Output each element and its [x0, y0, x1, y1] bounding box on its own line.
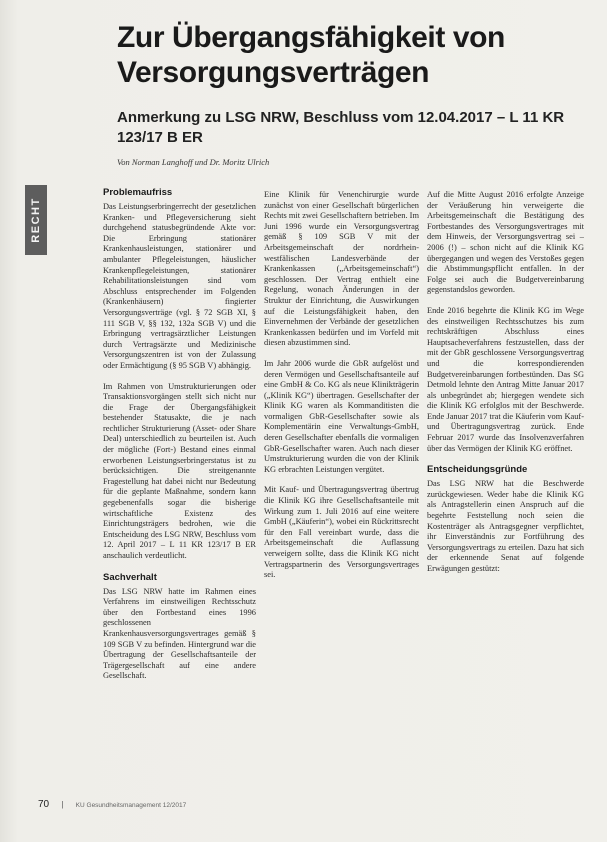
footer-separator: | [61, 800, 64, 809]
paragraph: Ende 2016 begehrte die Klinik KG im Wege des einstweiligen Rechtsschutzes bis zum rechtskräftigen Abschluss eines Hauptsacheverfahrens festzustellen, dass der mit der GbR geschlossene Versorgungsvertrag und die korrespondierenden Budgetvereinbarungen fortbestünden. Das SG Detmold lehnte den Antrag Mitte Januar 2017 als unbegründet ab; hiergegen wendete sich die Klinik KG erfolglos mit der Beschwerde. Ende Januar 2017 trat die Käuferin vom Kauf- und Übertragungsvertrag zurück. Ende Februar 2017 wurde das Insolvenzverfahren über das Vermögen der Klinik KG eröffnet. [427, 305, 584, 453]
article-title: Zur Übergangsfähigkeit von Versorgungsverträgen [117, 21, 505, 89]
text-column-3 [427, 190, 584, 585]
page-footer [38, 799, 588, 810]
text-column-2 [264, 190, 419, 591]
article-subtitle: Anmerkung zu LSG NRW, Beschluss vom 12.04.2017 – L 11 KR 123/17 B ER [117, 109, 565, 146]
journal-name: KU Gesundheitsmanagement 12/2017 [75, 802, 187, 809]
heading-problemaufriss: Problemaufriss [103, 187, 173, 198]
paragraph: Mit Kauf- und Übertragungsvertrag übertrug die Klinik KG ihre Gesellschaftsanteile mit Wirkung zum 1. Juli 2016 auf eine weitere GmbH („Käuferin“), wobei ein Rückrittsrecht für den Fall vereinbart wurde, dass die Arbeitsgemeinschaft die Auflassung verweigern sollte, dass die Klinik KG nicht Vertragspartnerin des Versorgungsvertrages sei. [264, 485, 419, 580]
page-number: 70 [38, 799, 50, 810]
article-authors: Von Norman Langhoff und Dr. Moritz Ulrich [117, 157, 270, 167]
section-tab [25, 185, 47, 255]
paragraph: Das LSG NRW hat die Beschwerde zurückgewiesen. Weder habe die Klinik KG als Antragstellerin einen Anspruch auf die begehrte Feststellung noch seien die Kostenträger als Antragsgegner verpflichtet, ihr Einverständnis zur Fortführung des Versorgungsvertrags zu erteilen. Dazu hat sich der erkennende Senat auf folgende Erwägungen gestützt: [427, 479, 584, 573]
paragraph: Im Rahmen von Umstrukturierungen oder Transaktionsvorgängen stellt sich nicht nur die Frage der Übergangsfähigkeit bestehender Statusakte, die je nach rechtlicher Strukturierung (Asset- oder Share Deal) unterschiedlich zu beurteilen ist. Auch der mögliche (Fort-) Bestand eines einmal erworbenen Leistungserbringerstatus ist zu berücksichtigen. Die streitgenannte Fragestellung hat dabei nicht nur Bedeutung für die geplante Maßnahme, sondern kann gegebenenfalls sogar die bisherige wirtschaftliche Existenz des Einrichtungsträgers bedrohen, wie die Entscheidung des LSG NRW, Beschluss vom 12. April 2017 – L 11 KR 123/17 B ER anschaulich verdeutlicht. [103, 381, 256, 560]
heading-entscheidungsgruende: Entscheidungsgründe [427, 464, 528, 476]
paragraph: Im Jahr 2006 wurde die GbR aufgelöst und deren Vermögen und Gesellschaftsanteile auf eine GmbH & Co. KG als neue Klinikträgerin („Klinik KG“) übertragen. Gesellschafter der Klinik KG waren als Kommanditisten die vormaligen GbR-Gesellschafter sowie als Komplementärin eine Verwaltungs-GmbH, deren Gesellschafter ebenfalls die vormaligen GbR-Gesellschafter waren. Auch nach dieser Umstrukturierung wurden die von der Klinik KG erbrachten Leistungen vergütet. [264, 358, 419, 474]
paragraph: Eine Klinik für Venenchirurgie wurde zunächst von einer Gesellschaft bürgerlichen Rechts mit zwei Gesellschaftern betrieben. Im Juni 1996 wurde ein Versorgungsvertrag gemäß § 109 SGB V mit der Arbeitsgemeinschaft der nordrhein-westfälischen Landesverbände der Krankenkassen („Arbeitsgemeinschaft“) geschlossen. Der Vertrag enthielt eine Regelung, wonach Änderungen in der Struktur der Einrichtung, die Auswirkungen auf die Leistungsfähigkeit haben, den Einvernehmen der Verbände der gesetzlichen Krankenkassen bedürfen und im Vorfeld mit diesen abzustimmen sind. [264, 190, 419, 348]
paragraph: Das LSG NRW hatte im Rahmen eines Verfahrens im einstweiligen Rechtsschutz über den Fortbestand eines 1996 geschlossenen Krankenhausversorgungsvertrages gemäß § 109 SGB V zu befinden. Hintergrund war die Übertragung der Gesellschaftsanteile der Trägergesellschaft auf eine andere Gesellschaft. [103, 586, 256, 681]
heading-sachverhalt: Sachverhalt [103, 571, 157, 583]
section-tab-label: RECHT [30, 197, 42, 243]
paragraph: Das Leistungserbringerrecht der gesetzlichen Kranken- und Pflegeversicherung sieht durchgehend statusbegründende Akte vor: Die Erbringung stationärer Krankenhausleistungen, stationärer und ambulanter Pflegeleistungen, häuslicher Krankenpflegeleistungen, stationärer Rehabilitationsleistungen sind vom Abschluss entsprechender im Folgenden (Krankenhäusern) fingierter Versorgungsverträge (vgl. § 72 SGB XI, § 111 SGB V, §§ 132, 132a SGB V) und die Erbringung vertragsärztlicher Leistungen durch Vertragsärzte und Medizinische Versorgungszentren ist von der Zulassung oder Ermächtigung (§ 95 SGB V) abhängig. [103, 202, 256, 370]
text-column-1 [103, 187, 256, 692]
paragraph: Auf die Mitte August 2016 erfolgte Anzeige der Veräußerung hin verweigerte die Arbeitsgemeinschaft die Bestätigung des Fortbestandes des Versorgungsvertrages mit dem Hinweis, der Versorgungsvertrag sei – 2006 (!) – schon nicht auf die Klinik KG übergegangen und wegen des Verstoßes gegen die Abstimmungspflicht entfallen. In der Folge sei auch die Budgetvereinbarung gegenstandslos geworden. [427, 190, 584, 295]
